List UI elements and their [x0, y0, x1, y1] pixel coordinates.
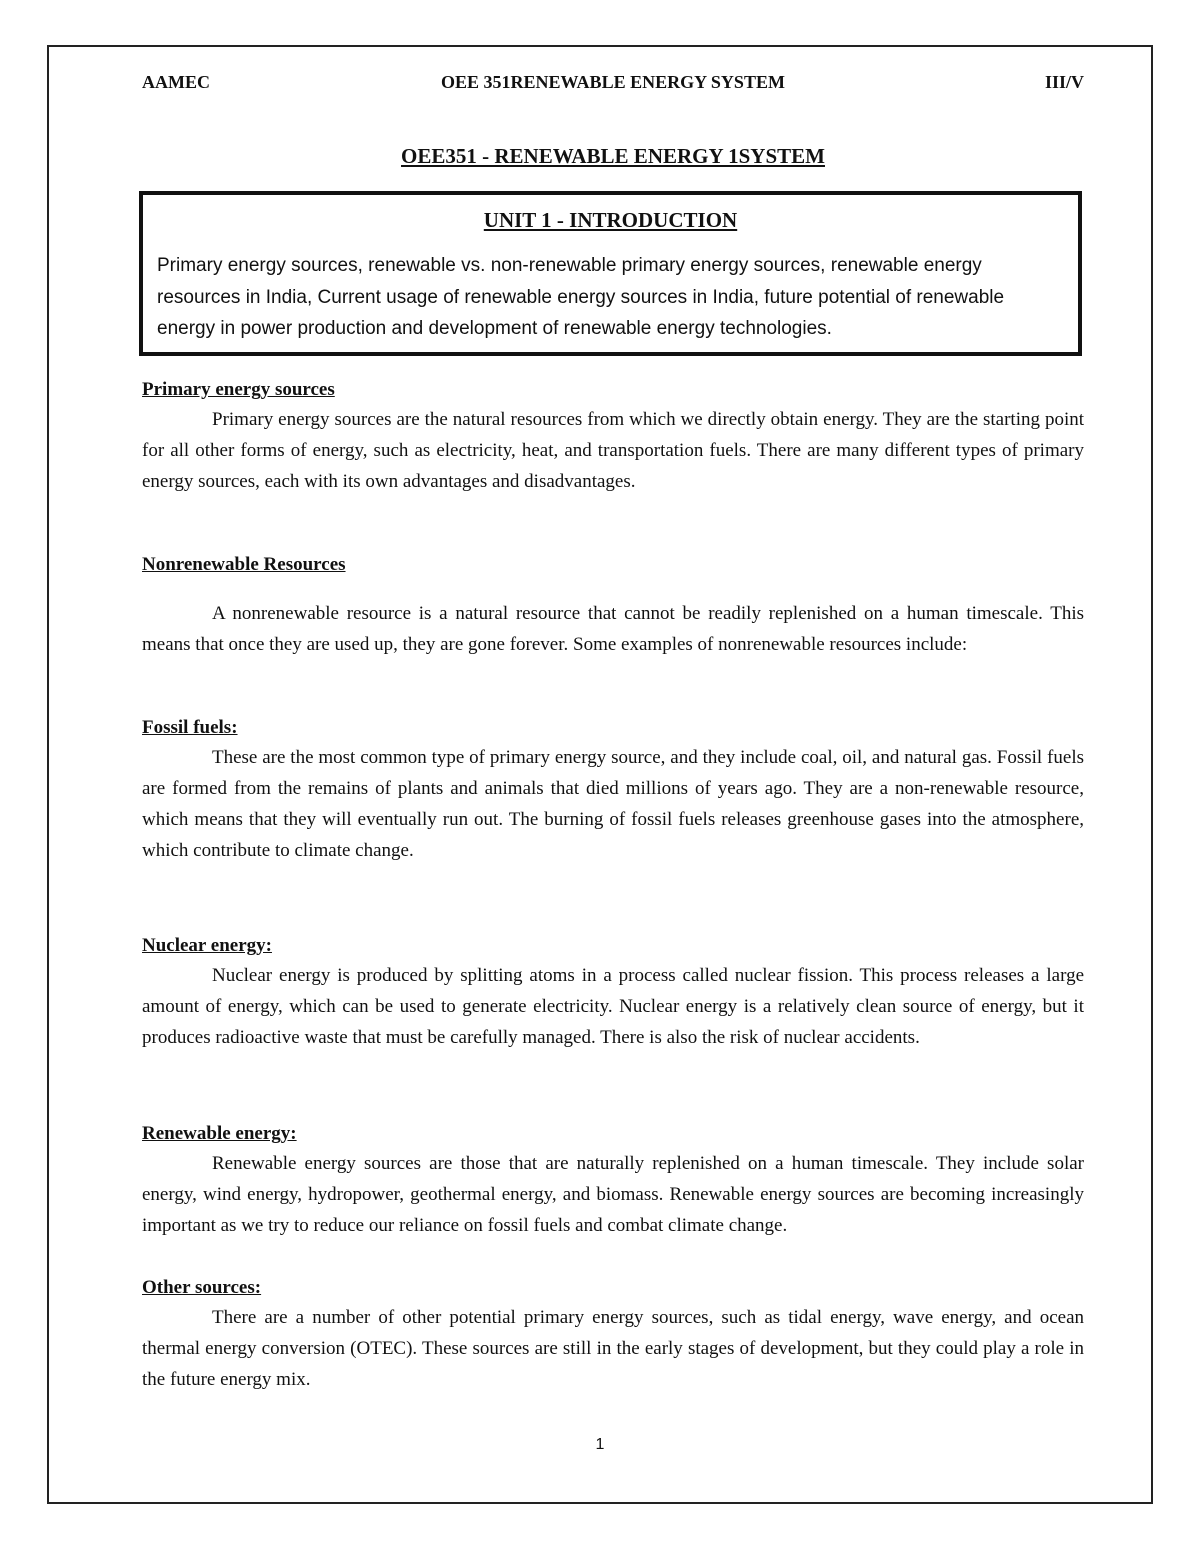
header-course: OEE 351RENEWABLE ENERGY SYSTEM [441, 72, 785, 92]
section-heading: Other sources: [142, 1277, 262, 1298]
unit-syllabus-box [139, 191, 1082, 356]
section-paragraph: These are the most common type of primary energy source, and they include coal, oil, and natural gas. Fossil fuels are formed from the remains of plants and animals that died millions of years ago. They are a non-renewable resource, which means that they will eventually run out. The burning of fossil fuels releases greenhouse gases into the atmosphere, which contribute to climate change. [142, 747, 1084, 861]
section-paragraph: Renewable energy sources are those that are naturally replenished on a human timescale. They include solar energy, wind energy, hydropower, geothermal energy, and biomass. Renewable energy sources are becoming increasingly important as we try to reduce our reliance on fossil fuels and combat climate change. [142, 1153, 1084, 1236]
section-renewable-energy [142, 1120, 1084, 1241]
section-paragraph: A nonrenewable resource is a natural resource that cannot be readily replenished on a human timescale. This means that once they are used up, they are gone forever. Some examples of nonrenewable resources include: [142, 603, 1084, 655]
unit-description: Primary energy sources, renewable vs. non-renewable primary energy sources, renewable energy resources in India, Current usage of renewable energy sources in India, future potential of renewable energy in power production and development of renewable energy technologies. [157, 255, 1005, 339]
section-heading: Fossil fuels: [142, 717, 238, 738]
section-paragraph: Nuclear energy is produced by splitting atoms in a process called nuclear fission. This process releases a large amount of energy, which can be used to generate electricity. Nuclear energy is a relatively clean source of energy, but it produces radioactive waste that must be carefully managed. There is also the risk of nuclear accidents. [142, 965, 1084, 1048]
header-semester: III/V [1044, 72, 1084, 92]
section-nonrenewable [142, 551, 1084, 660]
section-paragraph: Primary energy sources are the natural resources from which we directly obtain energy. They are the starting point for all other forms of energy, such as electricity, heat, and transportation fuels. There are many different types of primary energy sources, each with its own advantages and disadvantages. [142, 409, 1084, 492]
section-primary-energy [142, 376, 1084, 497]
section-nuclear-energy [142, 932, 1084, 1053]
unit-title: UNIT 1 - INTRODUCTION [483, 208, 738, 232]
page-header [142, 72, 1084, 98]
section-heading: Renewable energy: [142, 1123, 297, 1144]
section-fossil-fuels [142, 714, 1084, 866]
header-institution: AAMEC [142, 72, 210, 92]
section-heading: Nuclear energy: [142, 935, 272, 956]
section-heading: Primary energy sources [142, 379, 335, 400]
page-number: 1 [595, 1436, 605, 1453]
section-paragraph: There are a number of other potential primary energy sources, such as tidal energy, wave energy, and ocean thermal energy conversion (OTEC). These sources are still in the early stages of development, but they could play a role in the future energy mix. [142, 1307, 1084, 1390]
section-heading: Nonrenewable Resources [142, 554, 346, 575]
document-title: OEE351 - RENEWABLE ENERGY 1SYSTEM [401, 144, 825, 168]
section-other-sources [142, 1274, 1084, 1395]
